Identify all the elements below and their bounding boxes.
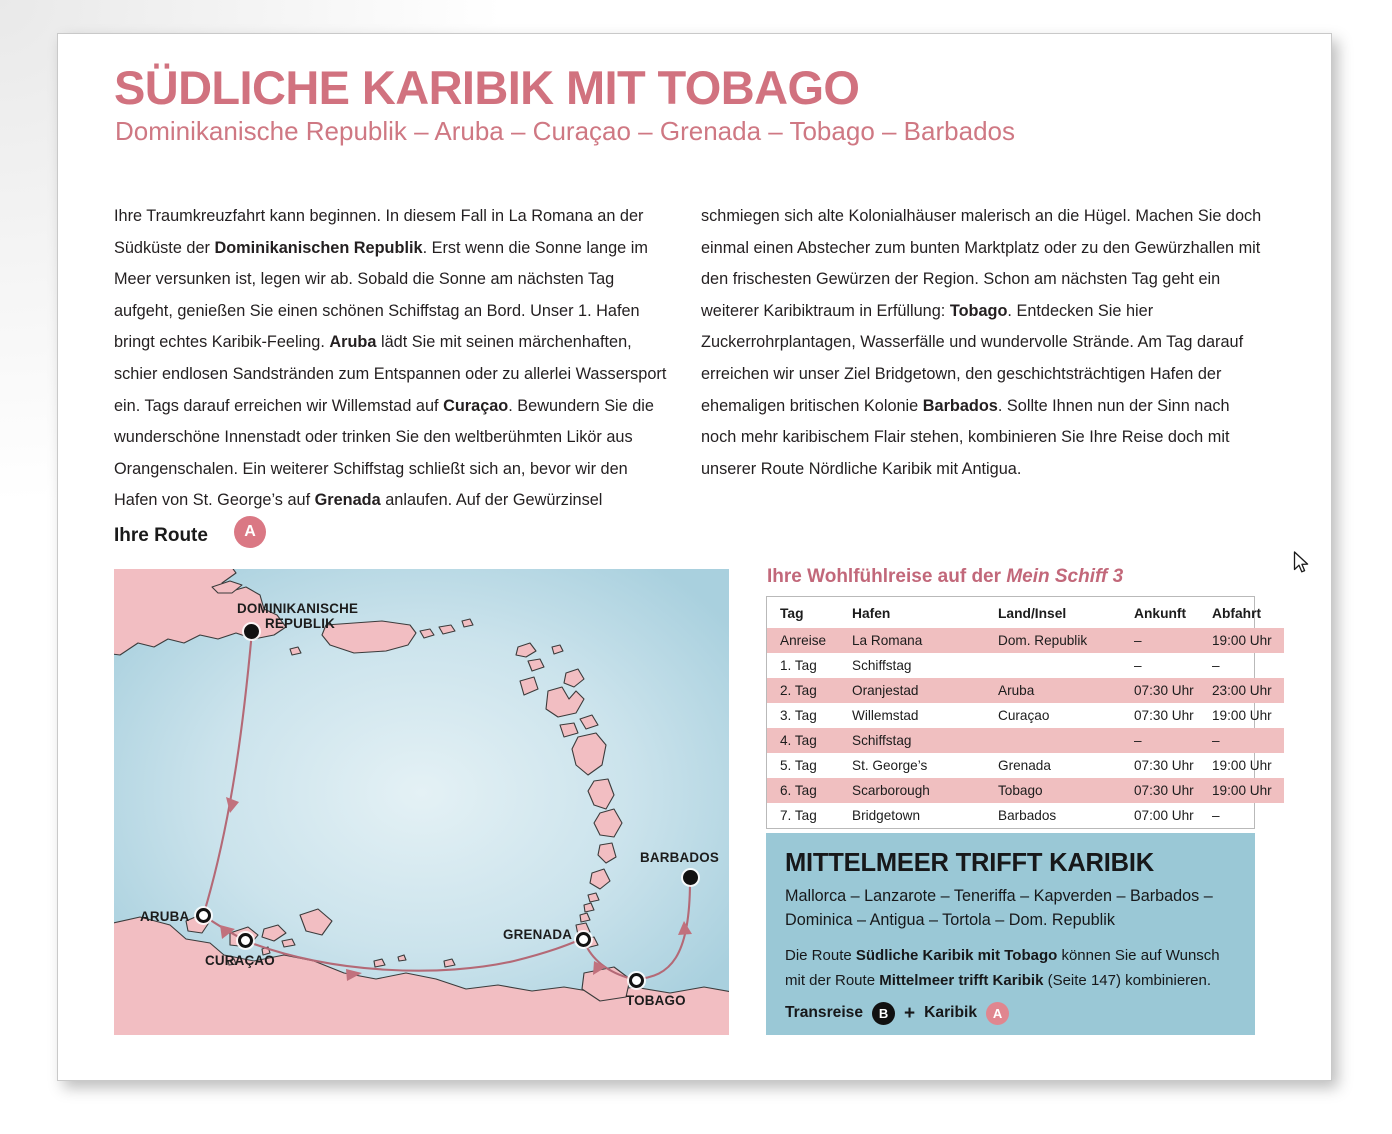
map-port-bridgetown[interactable]: [683, 870, 698, 885]
cell-tag: 1. Tag: [780, 658, 817, 673]
cell-abfahrt: 23:00 Uhr: [1212, 678, 1284, 703]
cell-land: Curaçao: [998, 708, 1050, 723]
map-label-aruba: ARUBA: [140, 909, 190, 924]
cell-abfahrt: –: [1212, 808, 1220, 823]
cell-hafen: Oranjestad: [852, 678, 998, 703]
cell-land: Grenada: [998, 758, 1051, 773]
cell-abfahrt: 19:00 Uhr: [1212, 708, 1272, 723]
cell-hafen: Schiffstag: [852, 728, 998, 753]
cell-tag: 2. Tag: [767, 678, 852, 703]
table-row: [767, 778, 1284, 803]
table-row: [767, 753, 1284, 778]
timetable-heading: [767, 567, 1123, 586]
cell-tag: 5. Tag: [780, 758, 817, 773]
badge-b: B: [872, 1002, 895, 1025]
table-row: [767, 653, 1284, 678]
brochure-page: [57, 33, 1332, 1081]
cell-abfahrt: 19:00 Uhr: [1212, 758, 1272, 773]
cell-ankunft: 07:00 Uhr: [1134, 808, 1194, 823]
map-label-dominikanische: DOMINIKANISCHE: [237, 601, 359, 616]
promo-title: MITTELMEER TRIFFT KARIBIK: [785, 849, 1154, 877]
transreise-label: Transreise: [785, 1004, 864, 1022]
cell-hafen: Willemstad: [852, 708, 919, 723]
cell-land: [998, 728, 1134, 753]
table-row: [767, 703, 1284, 728]
body-text-right: schmiegen sich alte Kolonialhäuser malerisch an die Hügel. Machen Sie doch einmal einen Abstecher zum bunten Marktplatz oder zu den Gewürzhallen mit den frischesten Gewürzen der Region. Schon am nächsten Tag geht ein weiterer Karibiktraum in Erfüllung: Tobago. Entdecken Sie hier Zuckerrohrplantagen, Wasserfälle und wundervolle Strände. Am Tag darauf erreichen wir unser Ziel Bridgetown, den geschichtsträchtigen Hafen der ehemaligen britischen Kolonie Barbados. Sollte Ihnen nun der Sinn nach noch mehr karibischem Flair stehen, kombinieren Sie Ihre Reise doch mit unserer Route Nördliche Karibik mit Antigua.: [701, 207, 1262, 478]
promo-box[interactable]: [766, 833, 1255, 1035]
cell-land: Aruba: [998, 678, 1134, 703]
cell-ankunft: 07:30 Uhr: [1134, 708, 1194, 723]
cell-land: Barbados: [998, 808, 1057, 823]
route-heading: Ihre Route: [114, 525, 208, 546]
body-text-left: Ihre Traumkreuzfahrt kann beginnen. In diesem Fall in La Romana an der Südküste der Dominikanischen Republik. Erst wenn die Sonne lange im Meer versunken ist, legen wir ab. Sobald die Sonne am nächsten Tag aufgeht, genießen Sie einen schönen Schiffstag an Bord. Unser 1. Hafen bringt echtes Karibik-Feeling. Aruba lädt Sie mit seinen märchenhaften, schier endlosen Sandstränden zum Entspannen oder zu allerlei Wassersport ein. Tags darauf erreichen wir Willemstad auf Curaçao. Bewundern Sie die wunderschöne Innenstadt oder trinken Sie den weltberühmten Likör aus Orangenschalen. Ein weiterer Schiffstag schließt sich an, bevor wir den Hafen von St. George’s auf Grenada anlaufen. Auf der Gewürzinsel: [114, 207, 667, 510]
cell-land: [998, 653, 1134, 678]
map-port-cura-ao[interactable]: [238, 933, 253, 948]
itinerary-table: [767, 597, 1284, 828]
promo-combination: [785, 1002, 1236, 1025]
cell-ankunft: 07:30 Uhr: [1134, 778, 1212, 803]
map-port-tobago[interactable]: [629, 973, 644, 988]
table-row: [767, 628, 1284, 653]
page-title: SÜDLICHE KARIBIK MIT TOBAGO: [114, 61, 860, 114]
timetable-heading-prefix: Ihre Wohlfühlreise auf der: [767, 566, 1007, 587]
map-label-cura-ao: CURAÇAO: [205, 953, 275, 968]
cell-land: Tobago: [998, 778, 1134, 803]
map-label-grenada: GRENADA: [503, 927, 573, 942]
cell-ankunft: –: [1134, 658, 1142, 673]
route-badge-a: A: [234, 516, 266, 548]
promo-text: Die Route Südliche Karibik mit Tobago können Sie auf Wunsch mit der Route Mittelmeer trifft Karibik (Seite 147) kombinieren.: [785, 946, 1220, 989]
cell-hafen: La Romana: [852, 628, 998, 653]
cell-hafen: Bridgetown: [852, 808, 921, 823]
ship-name: Mein Schiff 3: [1006, 566, 1124, 587]
table-row: [767, 803, 1284, 828]
map-label-barbados: BARBADOS: [640, 850, 719, 865]
th-ankunft: Ankunft: [1134, 606, 1187, 621]
cell-land: Dom. Republik: [998, 628, 1134, 653]
map-port-grenada[interactable]: [576, 932, 591, 947]
badge-a: A: [986, 1002, 1009, 1025]
cell-hafen: St. George’s: [852, 758, 928, 773]
plus-icon: +: [904, 1002, 916, 1024]
table-row: [767, 678, 1284, 703]
table-row: [767, 728, 1284, 753]
cell-tag: 7. Tag: [780, 808, 817, 823]
th-hafen: Hafen: [852, 606, 891, 621]
cell-abfahrt: –: [1212, 728, 1284, 753]
route-map[interactable]: [114, 569, 729, 1035]
cell-abfahrt: 19:00 Uhr: [1212, 628, 1284, 653]
cell-hafen: Scarborough: [852, 778, 998, 803]
cell-tag: Anreise: [767, 628, 852, 653]
cell-ankunft: –: [1134, 628, 1212, 653]
map-port-aruba[interactable]: [196, 908, 211, 923]
timetable-container: [766, 596, 1272, 829]
map-label-republik: REPUBLIK: [265, 616, 336, 631]
cell-ankunft: –: [1134, 728, 1212, 753]
cell-hafen: Schiffstag: [852, 658, 912, 673]
promo-subtitle: Mallorca – Lanzarote – Teneriffa – Kapverden – Barbados – Dominica – Antigua – Tortola – Dom. Republik: [785, 886, 1213, 929]
cell-ankunft: 07:30 Uhr: [1134, 678, 1212, 703]
karibik-label: Karibik: [924, 1004, 978, 1022]
table-header-row: [767, 597, 1284, 628]
map-port-la-romana[interactable]: [244, 624, 259, 639]
th-tag: Tag: [780, 606, 804, 621]
map-label-tobago: TOBAGO: [626, 993, 686, 1008]
table-body: [767, 628, 1284, 828]
cell-tag: 6. Tag: [767, 778, 852, 803]
th-abfahrt: Abfahrt: [1212, 606, 1262, 621]
cell-abfahrt: –: [1212, 658, 1220, 673]
cell-ankunft: 07:30 Uhr: [1134, 758, 1194, 773]
cell-tag: 4. Tag: [767, 728, 852, 753]
th-land: Land/Insel: [998, 606, 1067, 621]
page-subtitle: Dominikanische Republik – Aruba – Curaçao – Grenada – Tobago – Barbados: [115, 116, 1015, 146]
cell-abfahrt: 19:00 Uhr: [1212, 778, 1284, 803]
cell-tag: 3. Tag: [780, 708, 817, 723]
